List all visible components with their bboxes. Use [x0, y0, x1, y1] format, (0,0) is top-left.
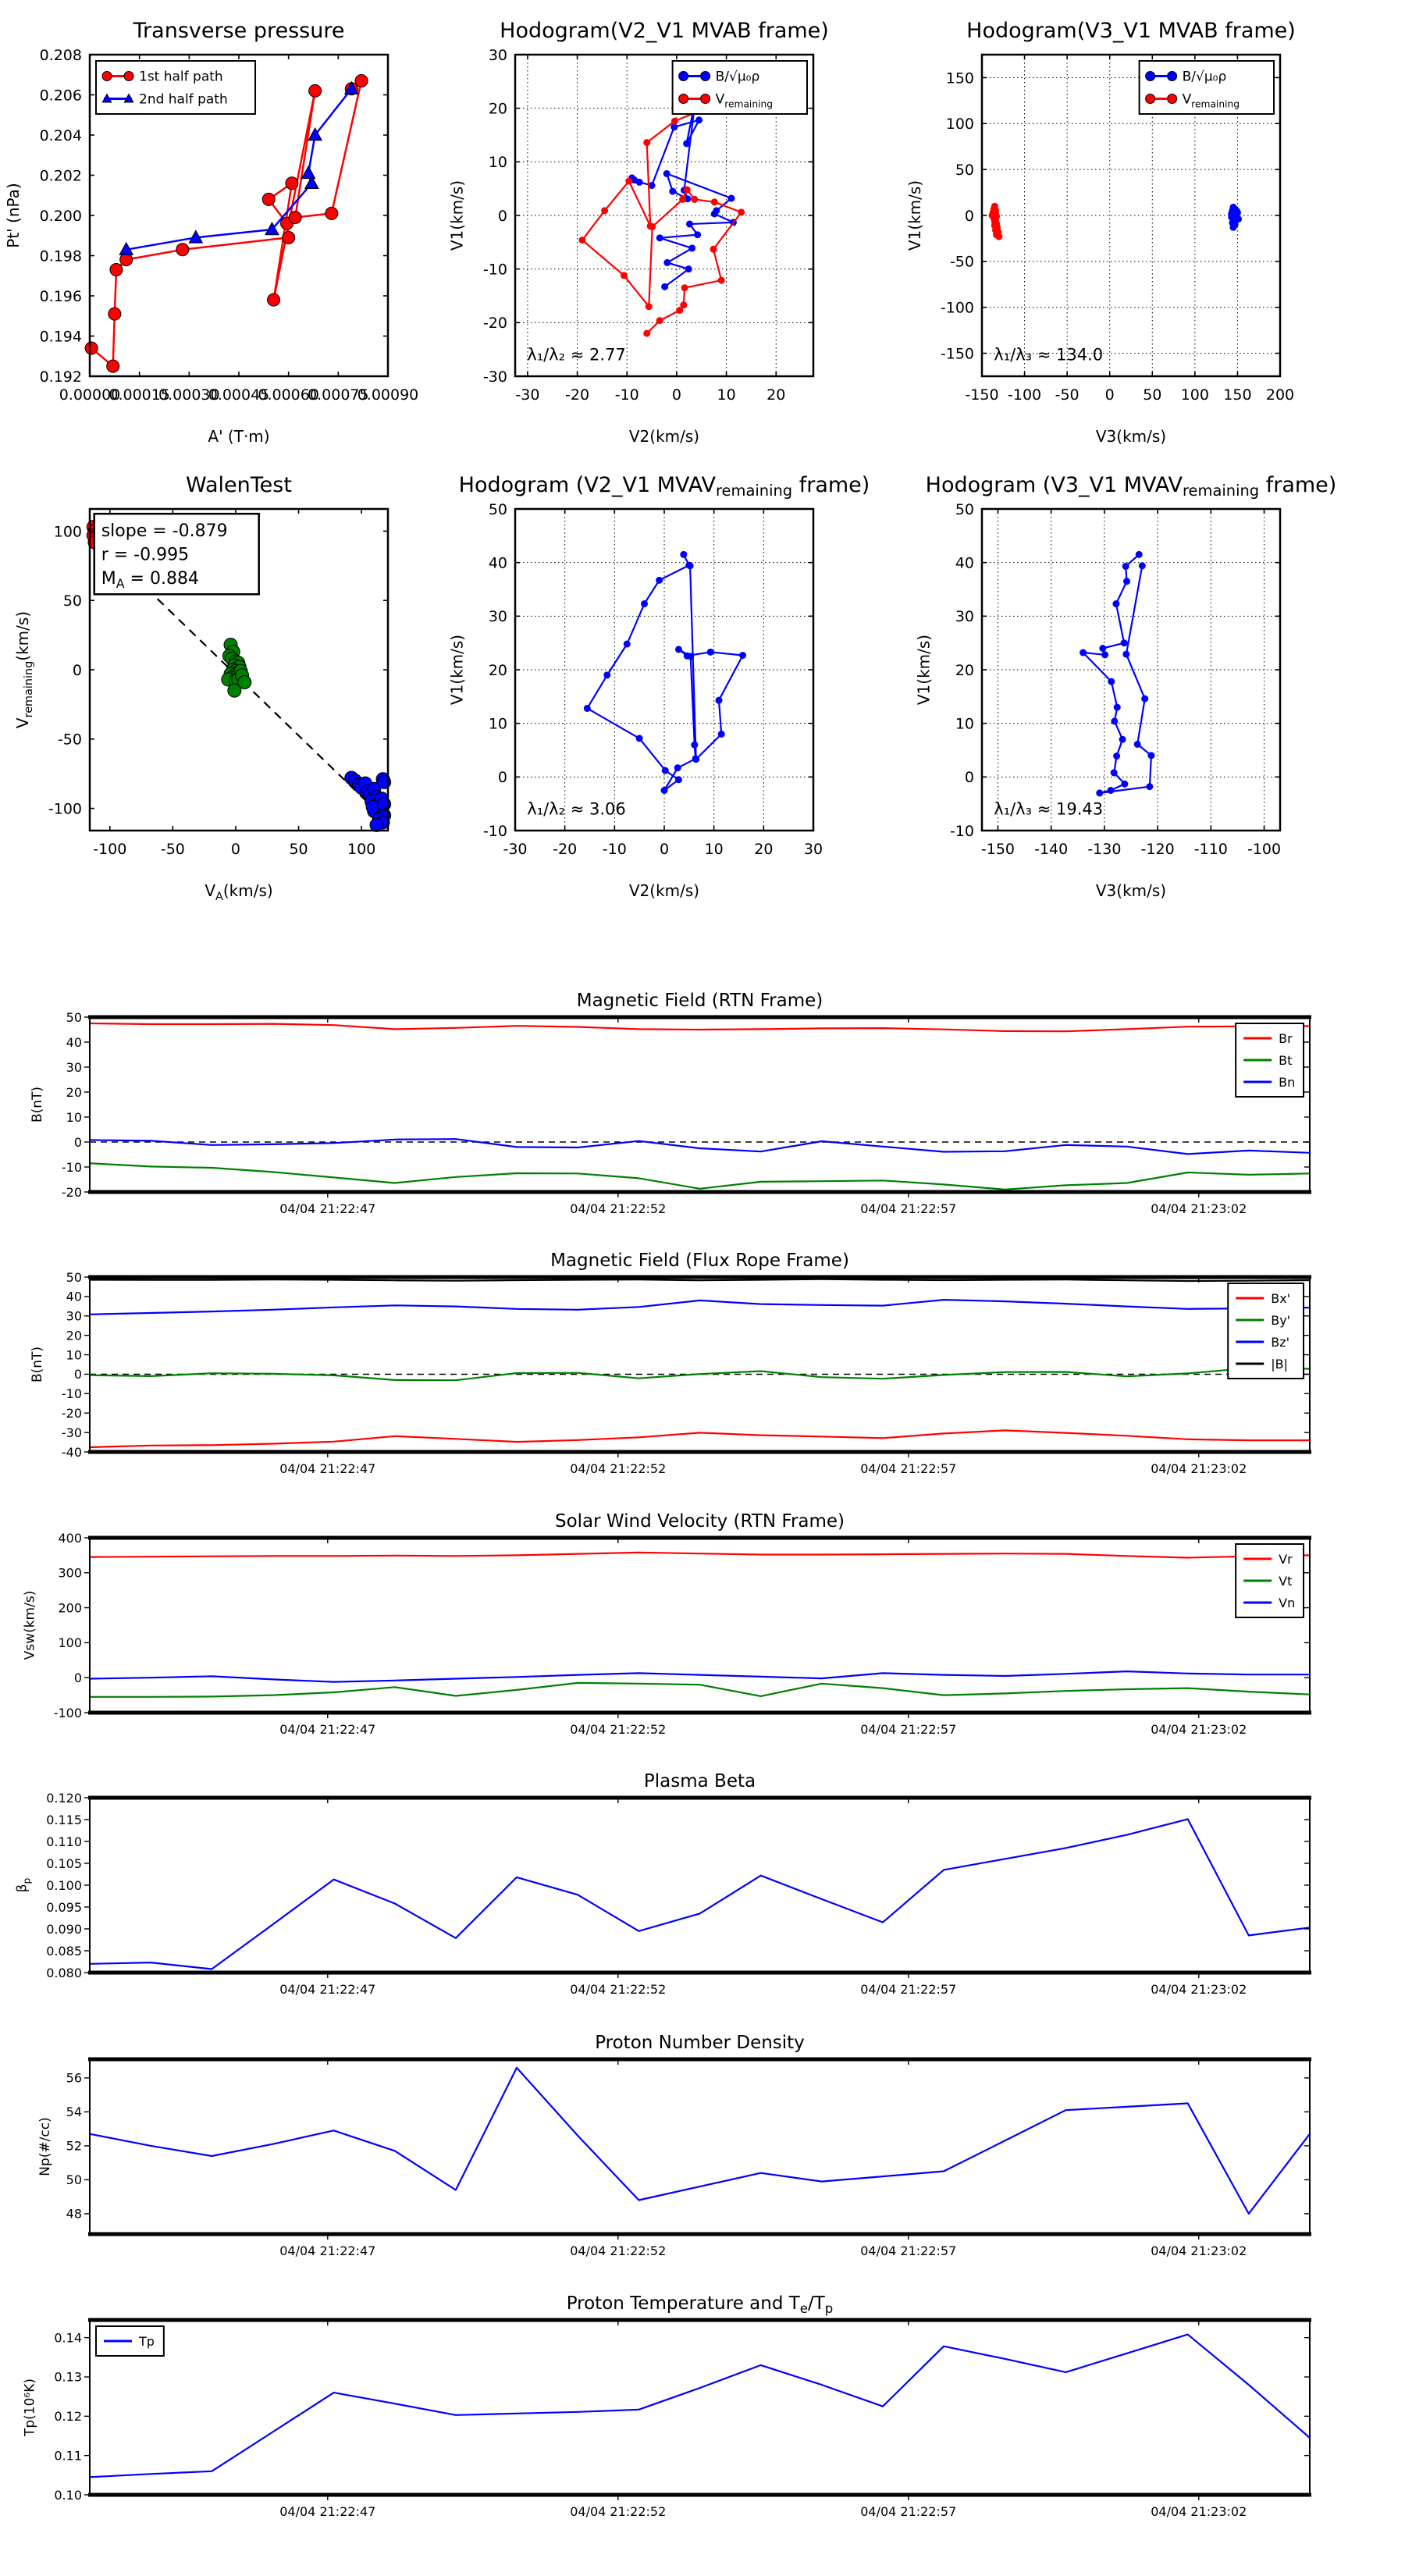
svg-text:100: 100 — [53, 523, 82, 541]
svg-text:Pt' (nPa): Pt' (nPa) — [4, 183, 23, 248]
svg-text:2nd half path: 2nd half path — [139, 91, 228, 108]
svg-text:Bt: Bt — [1279, 1052, 1293, 1068]
svg-text:Bx': Bx' — [1271, 1290, 1291, 1306]
svg-text:-100: -100 — [940, 299, 974, 317]
svg-text:10: 10 — [717, 386, 736, 404]
svg-text:0.100: 0.100 — [46, 1877, 82, 1893]
svg-text:Hodogram(V3_V1 MVAB frame): Hodogram(V3_V1 MVAB frame) — [966, 19, 1296, 43]
solar-wind-velocity-series-Vt — [90, 1683, 1310, 1697]
svg-text:-130: -130 — [1087, 841, 1122, 858]
svg-text:50: 50 — [955, 161, 974, 179]
walen-test-info-box — [94, 514, 259, 594]
svg-text:Plasma Beta: Plasma Beta — [643, 1771, 756, 1791]
svg-text:-10: -10 — [482, 261, 507, 279]
svg-text:λ₁/λ₂ ≈ 2.77: λ₁/λ₂ ≈ 2.77 — [527, 345, 626, 365]
svg-text:0.00075: 0.00075 — [308, 386, 369, 404]
svg-text:Hodogram (V2_V1 MVAVremaining: Hodogram (V2_V1 MVAVremaining frame) — [458, 473, 870, 500]
svg-text:04/04 21:22:47: 04/04 21:22:47 — [279, 1461, 376, 1476]
magnetic-field-flux-rope-series-By-prime — [90, 1368, 1310, 1381]
solar-wind-velocity-legend — [1236, 1544, 1304, 1617]
svg-text:20: 20 — [488, 661, 507, 679]
svg-text:0.00030: 0.00030 — [158, 386, 220, 404]
svg-text:V3(km/s): V3(km/s) — [1095, 427, 1167, 446]
proton-temperature-legend — [96, 2326, 164, 2356]
svg-text:0.00060: 0.00060 — [258, 386, 319, 404]
svg-text:-100: -100 — [1247, 841, 1282, 858]
svg-text:-150: -150 — [965, 386, 999, 404]
svg-text:30: 30 — [66, 1308, 82, 1324]
svg-text:Br: Br — [1279, 1030, 1293, 1046]
magnetic-field-flux-rope-legend — [1228, 1283, 1304, 1379]
svg-text:1st half path: 1st half path — [139, 69, 223, 85]
svg-text:Magnetic Field (RTN Frame): Magnetic Field (RTN Frame) — [576, 991, 823, 1011]
proton-temperature-series-Tp — [90, 2335, 1310, 2478]
svg-text:30: 30 — [488, 46, 507, 64]
svg-text:04/04 21:23:02: 04/04 21:23:02 — [1151, 1461, 1247, 1476]
hodogram-v2v1-mvab — [448, 19, 829, 446]
svg-text:50: 50 — [955, 500, 974, 518]
svg-text:-20: -20 — [61, 1184, 82, 1200]
svg-text:Proton Number Density: Proton Number Density — [595, 2033, 805, 2053]
svg-text:Proton Temperature and Te/Tp: Proton Temperature and $T_e/T_p$ — [566, 2293, 834, 2316]
svg-text:-10: -10 — [614, 386, 639, 404]
svg-text:Np(#/cc): Np(#/cc) — [37, 2117, 54, 2176]
svg-text:10: 10 — [66, 1109, 82, 1125]
svg-text:0: 0 — [73, 1134, 82, 1150]
svg-text:150: 150 — [945, 69, 974, 87]
svg-text:Vremaining: $V_{remaining}$ — [1182, 91, 1240, 110]
svg-text:-120: -120 — [1140, 841, 1175, 858]
svg-text:30: 30 — [803, 841, 823, 858]
svg-text:0: 0 — [497, 769, 507, 787]
hodogram-v2v1-mvab-series-b-hodogram — [628, 95, 737, 290]
svg-text:0.105: 0.105 — [46, 1856, 82, 1871]
svg-text:0: 0 — [964, 769, 974, 787]
svg-text:04/04 21:22:47: 04/04 21:22:47 — [279, 2504, 376, 2519]
hodogram-v3v1-mvav-series-v-remaining-path — [1080, 551, 1154, 797]
svg-text:0.080: 0.080 — [46, 1965, 82, 1980]
svg-text:0.14: 0.14 — [54, 2330, 82, 2346]
svg-text:V1(km/s): V1(km/s) — [447, 634, 467, 706]
svg-text:10: 10 — [488, 154, 507, 172]
magnetic-field-rtn-series-Bn — [90, 1139, 1310, 1154]
magnetic-field-rtn-series-Br — [90, 1023, 1310, 1031]
svg-text:Vn: Vn — [1279, 1595, 1296, 1610]
svg-text:20: 20 — [66, 1328, 82, 1343]
svg-text:Vr: Vr — [1279, 1551, 1293, 1567]
svg-text:0.12: 0.12 — [54, 2409, 82, 2425]
walen-test-series-last-interval-scatter — [345, 771, 391, 831]
hodogram-v2v1-mvab-legend — [673, 61, 807, 114]
svg-text:0: 0 — [72, 661, 82, 679]
svg-text:-20: -20 — [565, 386, 590, 404]
svg-text:0.198: 0.198 — [39, 247, 82, 265]
svg-text:0.120: 0.120 — [46, 1790, 82, 1806]
svg-text:04/04 21:22:52: 04/04 21:22:52 — [570, 1722, 667, 1737]
svg-text:04/04 21:23:02: 04/04 21:23:02 — [1151, 1201, 1247, 1216]
svg-text:slope = -0.879: slope = -0.879 — [101, 521, 228, 542]
transverse-pressure-series-1st-half-path — [85, 74, 368, 372]
svg-text:04/04 21:22:52: 04/04 21:22:52 — [570, 1461, 667, 1476]
svg-text:20: 20 — [488, 100, 507, 118]
svg-text:0.200: 0.200 — [39, 207, 82, 225]
svg-text:0.00000: 0.00000 — [59, 386, 121, 404]
svg-text:MA = 0.884: $M_A = 0.884$ — [101, 568, 199, 591]
svg-text:-50: -50 — [1055, 386, 1080, 404]
svg-text:0: 0 — [1104, 386, 1115, 404]
hodogram-v3v1-mvab-series-b-cluster — [1228, 204, 1242, 231]
svg-text:30: 30 — [66, 1059, 82, 1075]
svg-text:200: 200 — [1265, 386, 1295, 404]
svg-text:0.00045: 0.00045 — [208, 386, 270, 404]
proton-number-density — [37, 2033, 1311, 2258]
svg-text:-50: -50 — [160, 841, 185, 858]
svg-text:0.204: 0.204 — [39, 126, 82, 144]
svg-text:0.13: 0.13 — [54, 2369, 82, 2385]
svg-text:20: 20 — [66, 1084, 82, 1100]
svg-text:150: 150 — [1223, 386, 1252, 404]
svg-text:-10: -10 — [602, 841, 627, 858]
svg-text:VA(km/s): $V_A(km/s)$ — [205, 881, 273, 903]
svg-text:λ₁/λ₃ ≈ 134.0: λ₁/λ₃ ≈ 134.0 — [994, 345, 1104, 365]
svg-text:04/04 21:22:52: 04/04 21:22:52 — [570, 2504, 667, 2519]
magnetic-field-rtn-legend — [1236, 1023, 1304, 1097]
svg-text:04/04 21:23:02: 04/04 21:23:02 — [1151, 2243, 1247, 2258]
svg-text:By': By' — [1271, 1312, 1291, 1328]
svg-text:20: 20 — [767, 386, 786, 404]
svg-text:-30: -30 — [61, 1425, 82, 1440]
svg-text:-150: -150 — [980, 841, 1016, 858]
svg-text:50: 50 — [1143, 386, 1162, 404]
svg-text:0.208: 0.208 — [39, 46, 82, 64]
svg-text:0.202: 0.202 — [39, 167, 82, 185]
svg-text:10: 10 — [488, 715, 507, 733]
svg-text:48: 48 — [66, 2206, 82, 2222]
solar-wind-velocity-series-Vn — [90, 1671, 1310, 1682]
svg-text:30: 30 — [955, 608, 974, 626]
svg-text:04/04 21:22:57: 04/04 21:22:57 — [860, 1461, 957, 1476]
svg-text:V2(km/s): V2(km/s) — [628, 427, 700, 446]
svg-text:-110: -110 — [1193, 841, 1228, 858]
svg-text:0.095: 0.095 — [46, 1899, 82, 1915]
hodogram-v2v1-mvav — [448, 473, 870, 900]
svg-text:Vsw(km/s): Vsw(km/s) — [22, 1590, 38, 1660]
walen-test-series-middle-interval-scatter — [222, 639, 251, 698]
svg-text:04/04 21:23:02: 04/04 21:23:02 — [1151, 1982, 1247, 1997]
svg-text:10: 10 — [704, 841, 724, 858]
svg-text:0.110: 0.110 — [46, 1834, 82, 1849]
transverse-pressure-legend — [96, 61, 255, 114]
svg-text:50: 50 — [62, 592, 82, 610]
svg-text:-10: -10 — [61, 1386, 82, 1402]
svg-text:40: 40 — [66, 1289, 82, 1304]
svg-text:52: 52 — [66, 2138, 82, 2154]
svg-text:04/04 21:22:47: 04/04 21:22:47 — [279, 1201, 376, 1216]
magnetic-field-flux-rope-series-B-magnitude — [90, 1279, 1310, 1281]
svg-text:100: 100 — [347, 841, 376, 858]
svg-text:0.196: 0.196 — [39, 287, 82, 305]
svg-text:Tp: Tp — [139, 2333, 155, 2349]
hodogram-v3v1-mvab-legend — [1140, 61, 1274, 114]
svg-text:Transverse pressure: Transverse pressure — [133, 19, 345, 43]
svg-text:20: 20 — [754, 841, 774, 858]
svg-text:Hodogram(V2_V1 MVAB frame): Hodogram(V2_V1 MVAB frame) — [500, 19, 829, 43]
svg-text:04/04 21:22:57: 04/04 21:22:57 — [860, 1201, 957, 1216]
svg-text:V1(km/s): V1(km/s) — [905, 180, 924, 251]
svg-text:04/04 21:22:47: 04/04 21:22:47 — [279, 1982, 376, 1997]
svg-text:0: 0 — [73, 1367, 82, 1382]
svg-text:-10: -10 — [949, 822, 974, 840]
svg-text:Bz': Bz' — [1271, 1334, 1290, 1350]
svg-text:-100: -100 — [93, 841, 127, 858]
svg-text:50: 50 — [66, 1269, 82, 1285]
svg-text:WalenTest: WalenTest — [186, 473, 292, 497]
svg-text:A' (T·m): A' (T·m) — [208, 427, 270, 446]
svg-text:56: 56 — [66, 2070, 82, 2086]
svg-text:04/04 21:22:52: 04/04 21:22:52 — [570, 2243, 667, 2258]
svg-text:-50: -50 — [57, 731, 82, 749]
svg-text:-100: -100 — [53, 1705, 82, 1720]
svg-text:0: 0 — [659, 841, 670, 858]
svg-text:-10: -10 — [61, 1159, 82, 1175]
svg-text:04/04 21:22:52: 04/04 21:22:52 — [570, 1201, 667, 1216]
magnetic-field-flux-rope-series-Bx-prime — [90, 1430, 1310, 1447]
svg-text:0: 0 — [671, 386, 681, 404]
svg-text:-20: -20 — [482, 315, 507, 333]
svg-text:04/04 21:23:02: 04/04 21:23:02 — [1151, 1722, 1247, 1737]
svg-text:50: 50 — [488, 500, 507, 518]
svg-text:-20: -20 — [553, 841, 578, 858]
svg-text:0: 0 — [497, 207, 507, 225]
svg-text:0.192: 0.192 — [39, 368, 82, 386]
svg-text:-30: -30 — [482, 368, 507, 386]
svg-text:0.090: 0.090 — [46, 1921, 82, 1937]
proton-temperature — [22, 2293, 1311, 2519]
svg-text:λ₁/λ₃ ≈ 19.43: λ₁/λ₃ ≈ 19.43 — [994, 799, 1104, 819]
svg-text:Hodogram (V3_V1 MVAVremaining: Hodogram (V3_V1 MVAVremaining frame) — [925, 473, 1337, 500]
plasma-beta-series-beta-p — [90, 1819, 1310, 1969]
svg-text:0: 0 — [230, 841, 241, 858]
svg-text:V3(km/s): V3(km/s) — [1095, 881, 1167, 900]
svg-text:10: 10 — [955, 715, 974, 733]
solar-wind-velocity — [22, 1511, 1311, 1737]
proton-number-density-series-Np — [90, 2068, 1310, 2214]
svg-text:-10: -10 — [482, 822, 507, 840]
magnetic-field-rtn — [30, 991, 1311, 1216]
magnetic-field-rtn-series-Bt — [90, 1163, 1310, 1190]
transverse-pressure — [4, 19, 418, 446]
svg-text:Tp(10⁶K): Tp(10⁶K) — [22, 2378, 38, 2437]
svg-text:V1(km/s): V1(km/s) — [447, 180, 467, 251]
svg-text:0.085: 0.085 — [46, 1943, 82, 1959]
svg-text:04/04 21:22:57: 04/04 21:22:57 — [860, 2504, 957, 2519]
svg-text:-30: -30 — [503, 841, 528, 858]
svg-text:0.206: 0.206 — [39, 87, 82, 105]
svg-text:04/04 21:22:57: 04/04 21:22:57 — [860, 1722, 957, 1737]
svg-text:100: 100 — [1180, 386, 1209, 404]
hodogram-v3v1-mvav — [915, 473, 1337, 900]
svg-text:0.11: 0.11 — [54, 2448, 82, 2464]
svg-text:Vt: Vt — [1279, 1573, 1293, 1589]
svg-text:Vremaining(km/s): $V_{remaining}(km/s)$ — [12, 610, 35, 729]
svg-text:Magnetic Field (Flux Rope Fram: Magnetic Field (Flux Rope Frame) — [550, 1251, 849, 1271]
svg-text:300: 300 — [58, 1565, 82, 1581]
svg-text:λ₁/λ₂ ≈ 3.06: λ₁/λ₂ ≈ 3.06 — [527, 799, 626, 819]
svg-text:-30: -30 — [515, 386, 540, 404]
svg-text:04/04 21:22:52: 04/04 21:22:52 — [570, 1982, 667, 1997]
svg-text:0.194: 0.194 — [39, 328, 82, 346]
svg-text:Solar Wind Velocity (RTN Frame: Solar Wind Velocity (RTN Frame) — [554, 1511, 845, 1532]
svg-text:04/04 21:23:02: 04/04 21:23:02 — [1151, 2504, 1247, 2519]
svg-text:B(nT): B(nT) — [30, 1086, 46, 1123]
svg-text:-150: -150 — [940, 345, 974, 363]
svg-text:100: 100 — [945, 116, 974, 133]
svg-text:B(nT): B(nT) — [30, 1346, 46, 1383]
svg-text:B/√μ₀ρ: B/√μ₀ρ — [715, 69, 760, 85]
svg-text:0.115: 0.115 — [46, 1812, 82, 1827]
svg-text:-100: -100 — [1008, 386, 1042, 404]
svg-text:-140: -140 — [1034, 841, 1069, 858]
svg-text:B/√μ₀ρ: B/√μ₀ρ — [1182, 69, 1227, 85]
svg-text:04/04 21:22:47: 04/04 21:22:47 — [279, 1722, 376, 1737]
svg-text:30: 30 — [488, 608, 507, 626]
svg-text:Bn: Bn — [1279, 1074, 1296, 1090]
svg-text:-40: -40 — [61, 1444, 82, 1460]
svg-text:0: 0 — [73, 1670, 82, 1685]
svg-text:200: 200 — [58, 1600, 82, 1616]
walen-test — [13, 473, 391, 903]
magnetic-field-flux-rope-series-Bz-prime — [90, 1300, 1310, 1315]
svg-text:-20: -20 — [61, 1405, 82, 1421]
svg-text:r = -0.995: r = -0.995 — [101, 545, 190, 565]
svg-text:40: 40 — [66, 1034, 82, 1050]
svg-text:0: 0 — [964, 207, 974, 225]
hodogram-v3v1-mvab — [905, 19, 1296, 446]
svg-text:10: 10 — [66, 1347, 82, 1363]
svg-text:04/04 21:22:47: 04/04 21:22:47 — [279, 2243, 376, 2258]
svg-text:40: 40 — [955, 554, 974, 572]
svg-text:04/04 21:22:57: 04/04 21:22:57 — [860, 2243, 957, 2258]
svg-text:-100: -100 — [48, 800, 82, 818]
svg-text:50: 50 — [66, 2172, 82, 2188]
solar-wind-velocity-series-Vr — [90, 1553, 1310, 1558]
svg-text:Vremaining: $V_{remaining}$ — [715, 91, 774, 110]
svg-text:50: 50 — [66, 1009, 82, 1025]
plasma-beta — [14, 1771, 1311, 1997]
svg-text:-50: -50 — [949, 253, 974, 271]
svg-text:βp: $\beta_p$ — [14, 1877, 33, 1893]
magnetic-field-flux-rope — [30, 1251, 1311, 1476]
svg-text:0.10: 0.10 — [54, 2487, 82, 2503]
svg-text:|B|: |B| — [1271, 1356, 1289, 1372]
svg-text:0.00090: 0.00090 — [357, 386, 419, 404]
svg-text:54: 54 — [66, 2105, 82, 2120]
svg-text:400: 400 — [58, 1530, 82, 1546]
svg-text:V1(km/s): V1(km/s) — [914, 634, 934, 706]
hodogram-v2v1-mvav-series-v-remaining-path — [584, 551, 746, 794]
svg-text:100: 100 — [58, 1635, 82, 1651]
hodogram-v3v1-mvab-series-v-remaining-cluster — [989, 203, 1003, 240]
svg-text:V2(km/s): V2(km/s) — [628, 881, 700, 900]
svg-text:40: 40 — [488, 554, 507, 572]
svg-text:0.00015: 0.00015 — [108, 386, 170, 404]
svg-text:04/04 21:22:57: 04/04 21:22:57 — [860, 1982, 957, 1997]
svg-text:20: 20 — [955, 661, 974, 679]
svg-text:50: 50 — [289, 841, 308, 858]
